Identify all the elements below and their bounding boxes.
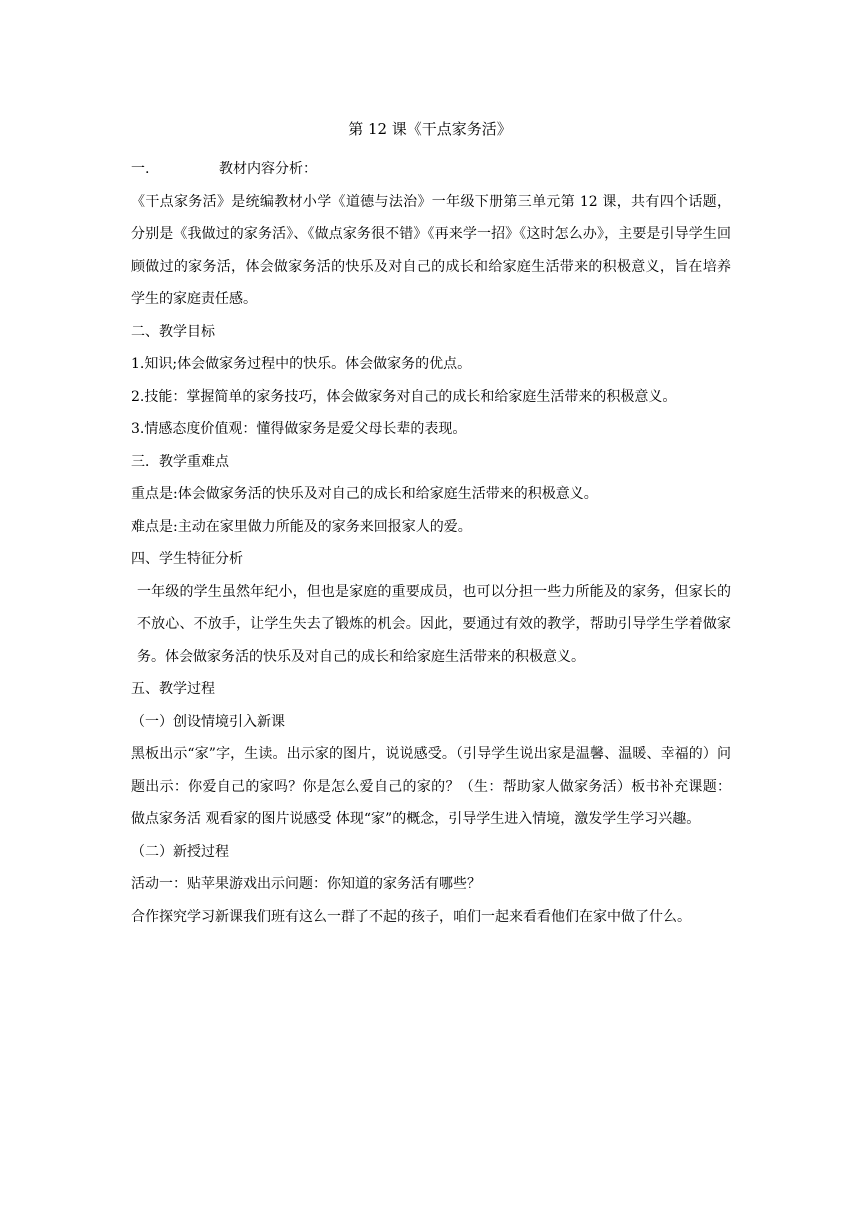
goal-emotion: 3.情感态度价值观：懂得做家务是爱父母长辈的表现。	[131, 421, 467, 437]
section-heading-2: 二、教学目标	[131, 323, 215, 340]
difficult-point: 难点是:主动在家里做力所能及的家务来回报家人的爱。	[131, 518, 472, 535]
section-heading-5: 五、教学过程	[131, 681, 215, 697]
paragraph-introduction: 黑板出示“家”字，生读。出示家的图片，说说感受。（引导学生说出家是温馨、温暖、幸福的）问题出示：你爱自己的家吗？你是怎么爱自己的家的？（生：帮助家人做家务活）板书补充课题：做点家务活 观看家的图片说感受 体现“家”的概念，引导学生进入情境，激发学生学习兴趣。	[131, 746, 731, 827]
goal-skill: 2.技能：掌握简单的家务技巧，体会做家务对自己的成长和给家庭生活带来的积极意义。	[131, 388, 677, 405]
section-title: 教材内容分析：	[219, 161, 317, 177]
section-number: 一.	[131, 161, 150, 177]
subsection-heading-1: （一）创设情境引入新课	[131, 713, 285, 730]
section-heading-4: 四、学生特征分析	[131, 551, 243, 567]
document-title: 第 12 课《干点家务活》	[348, 120, 512, 138]
goal-knowledge: 1.知识;体会做家务过程中的快乐。体会做家务的优点。	[131, 356, 472, 372]
section-heading-1	[131, 153, 731, 186]
subsection-heading-2: （二）新授过程	[131, 843, 229, 860]
key-point: 重点是:体会做家务活的快乐及对自己的成长和给家庭生活带来的积极意义。	[131, 486, 598, 502]
paragraph-textbook-analysis: 《干点家务活》是统编教材小学《道德与法治》一年级下册第三单元第 12 课，共有四个话题，分别是《我做过的家务活》、《做点家务很不错》《再来学一招》《这时怎么办》，主要是引导学生回顾做过的家务活，体会做家务活的快乐及对自己的成长和给家庭生活带来的积极意义，旨在培养学生的家庭责任感。	[131, 193, 731, 307]
paragraph-student-analysis: 一年级的学生虽然年纪小，但也是家庭的重要成员，也可以分担一些力所能及的家务，但家长的不放心、不放手，让学生失去了锻炼的机会。因此，要通过有效的教学，帮助引导学生学着做家务。体会做家务活的快乐及对自己的成长和给家庭生活带来的积极意义。	[137, 583, 731, 665]
paragraph-cooperative-learning: 合作探究学习新课我们班有这么一群了不起的孩子，咱们一起来看看他们在家中做了什么。	[131, 908, 691, 925]
activity-one: 活动一：贴苹果游戏出示问题：你知道的家务活有哪些？	[131, 876, 481, 892]
section-heading-3: 三．教学重难点	[131, 453, 229, 470]
document-body	[131, 153, 731, 933]
